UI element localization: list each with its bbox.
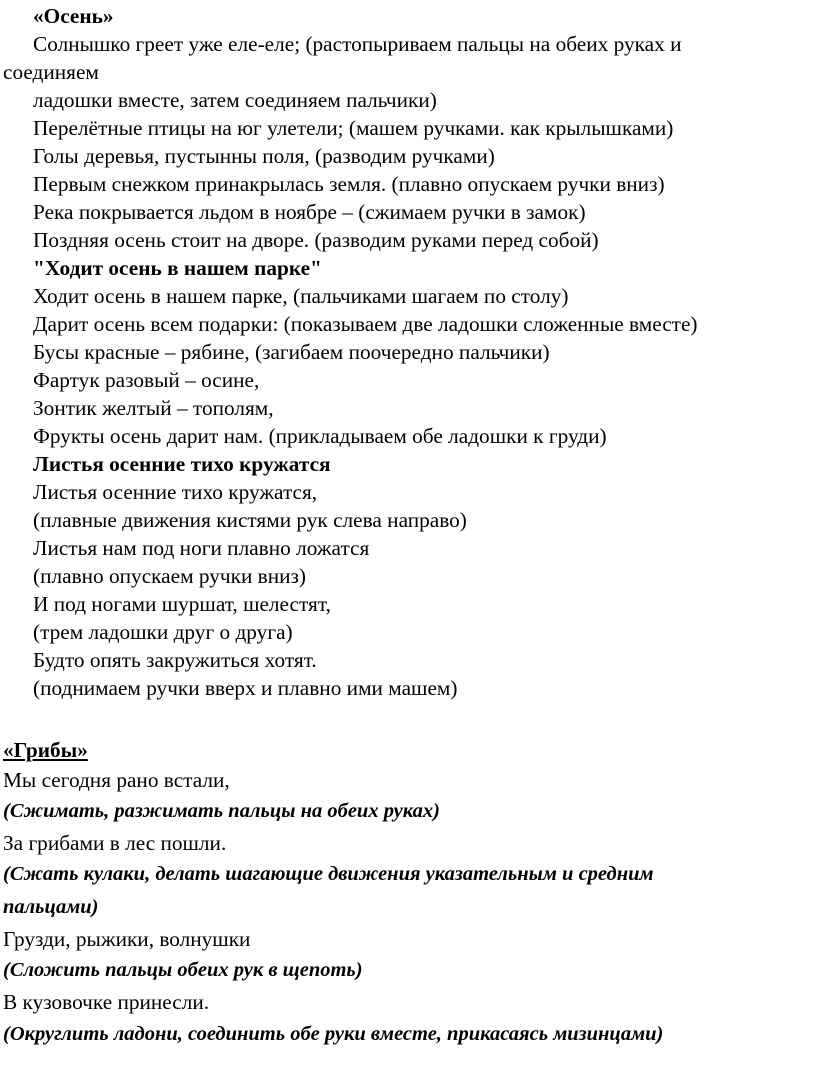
- poem-instruction: (Сложить пальцы обеих рук в щепоть): [3, 959, 363, 981]
- poem-line: Перелётные птицы на юг улетели; (машем ручками. как крылышками): [33, 116, 674, 140]
- poem-title-park: "Ходит осень в нашем парке": [33, 256, 322, 280]
- poem-line: Голы деревья, пустынны поля, (разводим ручками): [33, 144, 495, 168]
- poem-instruction: (Сжимать, разжимать пальцы на обеих руках): [3, 800, 440, 822]
- poem-line: Поздняя осень стоит на дворе. (разводим руками перед собой): [33, 228, 599, 252]
- poem-line: Грузди, рыжики, волнушки: [3, 927, 251, 951]
- poem-line: Ходит осень в нашем парке, (пальчиками шагаем по столу): [33, 284, 569, 308]
- poem-title-leaves: Листья осенние тихо кружатся: [33, 452, 331, 476]
- poem-line: соединяем: [3, 60, 99, 84]
- poem-line: Зонтик желтый – тополям,: [33, 396, 274, 420]
- poem-line: В кузовочке принесли.: [3, 990, 210, 1014]
- poem-line: Дарит осень всем подарки: (показываем две ладошки сложенные вместе): [33, 312, 698, 336]
- poem-line: (плавно опускаем ручки вниз): [33, 564, 307, 588]
- poem-line: За грибами в лес пошли.: [3, 831, 227, 855]
- poem-instruction: (Округлить ладони, соединить обе руки вместе, прикасаясь мизинцами): [3, 1023, 664, 1045]
- poem-line: Бусы красные – рябине, (загибаем поочередно пальчики): [33, 340, 550, 364]
- poem-line: Солнышко греет уже еле-еле; (растопыриваем пальцы на обеих руках и: [33, 32, 682, 56]
- poem-line: Река покрывается льдом в ноябре – (сжимаем ручки в замок): [33, 200, 586, 224]
- poem-title-griby: «Грибы»: [3, 738, 88, 762]
- poem-instruction: (Сжать кулаки, делать шагающие движения указательным и средним: [3, 863, 654, 885]
- poem-line: Фартук разовый – осине,: [33, 368, 260, 392]
- poem-line: Будто опять закружиться хотят.: [33, 648, 317, 672]
- poem-line: (поднимаем ручки вверх и плавно ими машем): [33, 676, 458, 700]
- poem-line: Фрукты осень дарит нам. (прикладываем обе ладошки к груди): [33, 424, 607, 448]
- poem-line: Мы сегодня рано встали,: [3, 768, 230, 792]
- poem-line: ладошки вместе, затем соединяем пальчики): [33, 88, 437, 112]
- poem-instruction: пальцами): [3, 896, 99, 918]
- poem-line: Листья осенние тихо кружатся,: [33, 480, 318, 504]
- poem-line: (трем ладошки друг о друга): [33, 620, 293, 644]
- poem-line: Листья нам под ноги плавно ложатся: [33, 536, 370, 560]
- poem-title-osen: «Осень»: [33, 4, 114, 28]
- poem-line: И под ногами шуршат, шелестят,: [33, 592, 331, 616]
- poem-line: (плавные движения кистями рук слева направо): [33, 508, 467, 532]
- poem-line: Первым снежком принакрылась земля. (плавно опускаем ручки вниз): [33, 172, 665, 196]
